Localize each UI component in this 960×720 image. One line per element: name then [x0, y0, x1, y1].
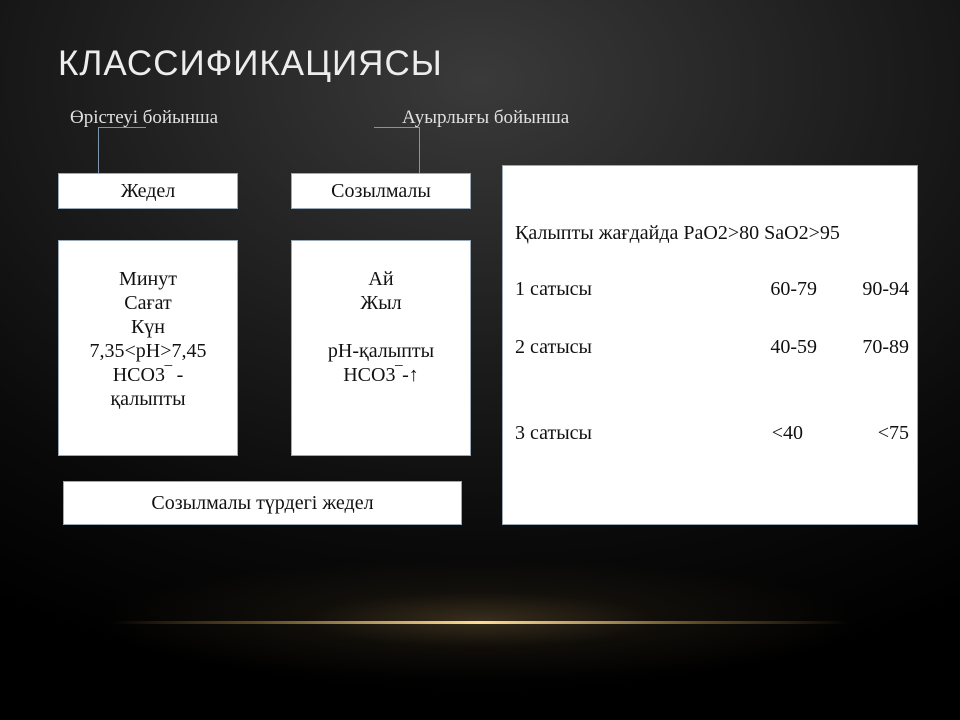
acute-detail-box	[58, 240, 238, 456]
chronic-line-hco3: HCO3‾-↑	[343, 364, 419, 386]
connector-right-vertical	[419, 127, 420, 173]
connector-right-horizontal	[374, 127, 420, 128]
acute-heading-box: Жедел	[58, 173, 238, 209]
severity-stage-name: 1 сатысы	[515, 278, 592, 300]
connector-left-horizontal	[98, 127, 146, 128]
severity-pao2-value: 40-59	[770, 336, 817, 358]
chronic-line-ph: pH-қалыпты	[327, 340, 435, 362]
severity-sao2-value: 90-94	[862, 278, 909, 300]
acute-line-normal: қалыпты	[110, 388, 186, 410]
acute-line-hco3: HCO3‾ -	[112, 364, 184, 386]
acute-line-day: Күн	[130, 316, 166, 338]
chronic-line-year: Жыл	[360, 292, 402, 314]
severity-stage-name: 3 сатысы	[515, 422, 592, 444]
slide-title: КЛАССИФИКАЦИЯСЫ	[58, 44, 443, 83]
severity-table-box	[502, 165, 918, 525]
label-by-course: Өрістеуі бойынша	[70, 107, 219, 128]
stage-light-line	[110, 621, 850, 624]
acute-line-minute: Минут	[119, 268, 177, 290]
severity-normal-header: Қалыпты жағдайда PaO2>80 SaO2>95	[515, 222, 840, 244]
chronic-spacer	[292, 315, 470, 339]
chronic-detail-box	[291, 240, 471, 456]
chronic-heading-box: Созылмалы	[291, 173, 471, 209]
acute-on-chronic-box: Созылмалы түрдегі жедел	[63, 481, 462, 525]
severity-stage-name: 2 сатысы	[515, 336, 592, 358]
severity-pao2-value: 60-79	[770, 278, 817, 300]
acute-line-ph: 7,35<pH>7,45	[89, 340, 207, 362]
stage-glow	[100, 540, 860, 700]
severity-sao2-value: <75	[877, 422, 909, 444]
chronic-line-month: Ай	[368, 268, 394, 290]
severity-sao2-value: 70-89	[862, 336, 909, 358]
label-by-severity: Ауырлығы бойынша	[402, 107, 570, 128]
severity-pao2-value: <40	[771, 422, 803, 444]
connector-left-vertical	[98, 127, 99, 173]
acute-line-hour: Сағат	[124, 292, 172, 314]
